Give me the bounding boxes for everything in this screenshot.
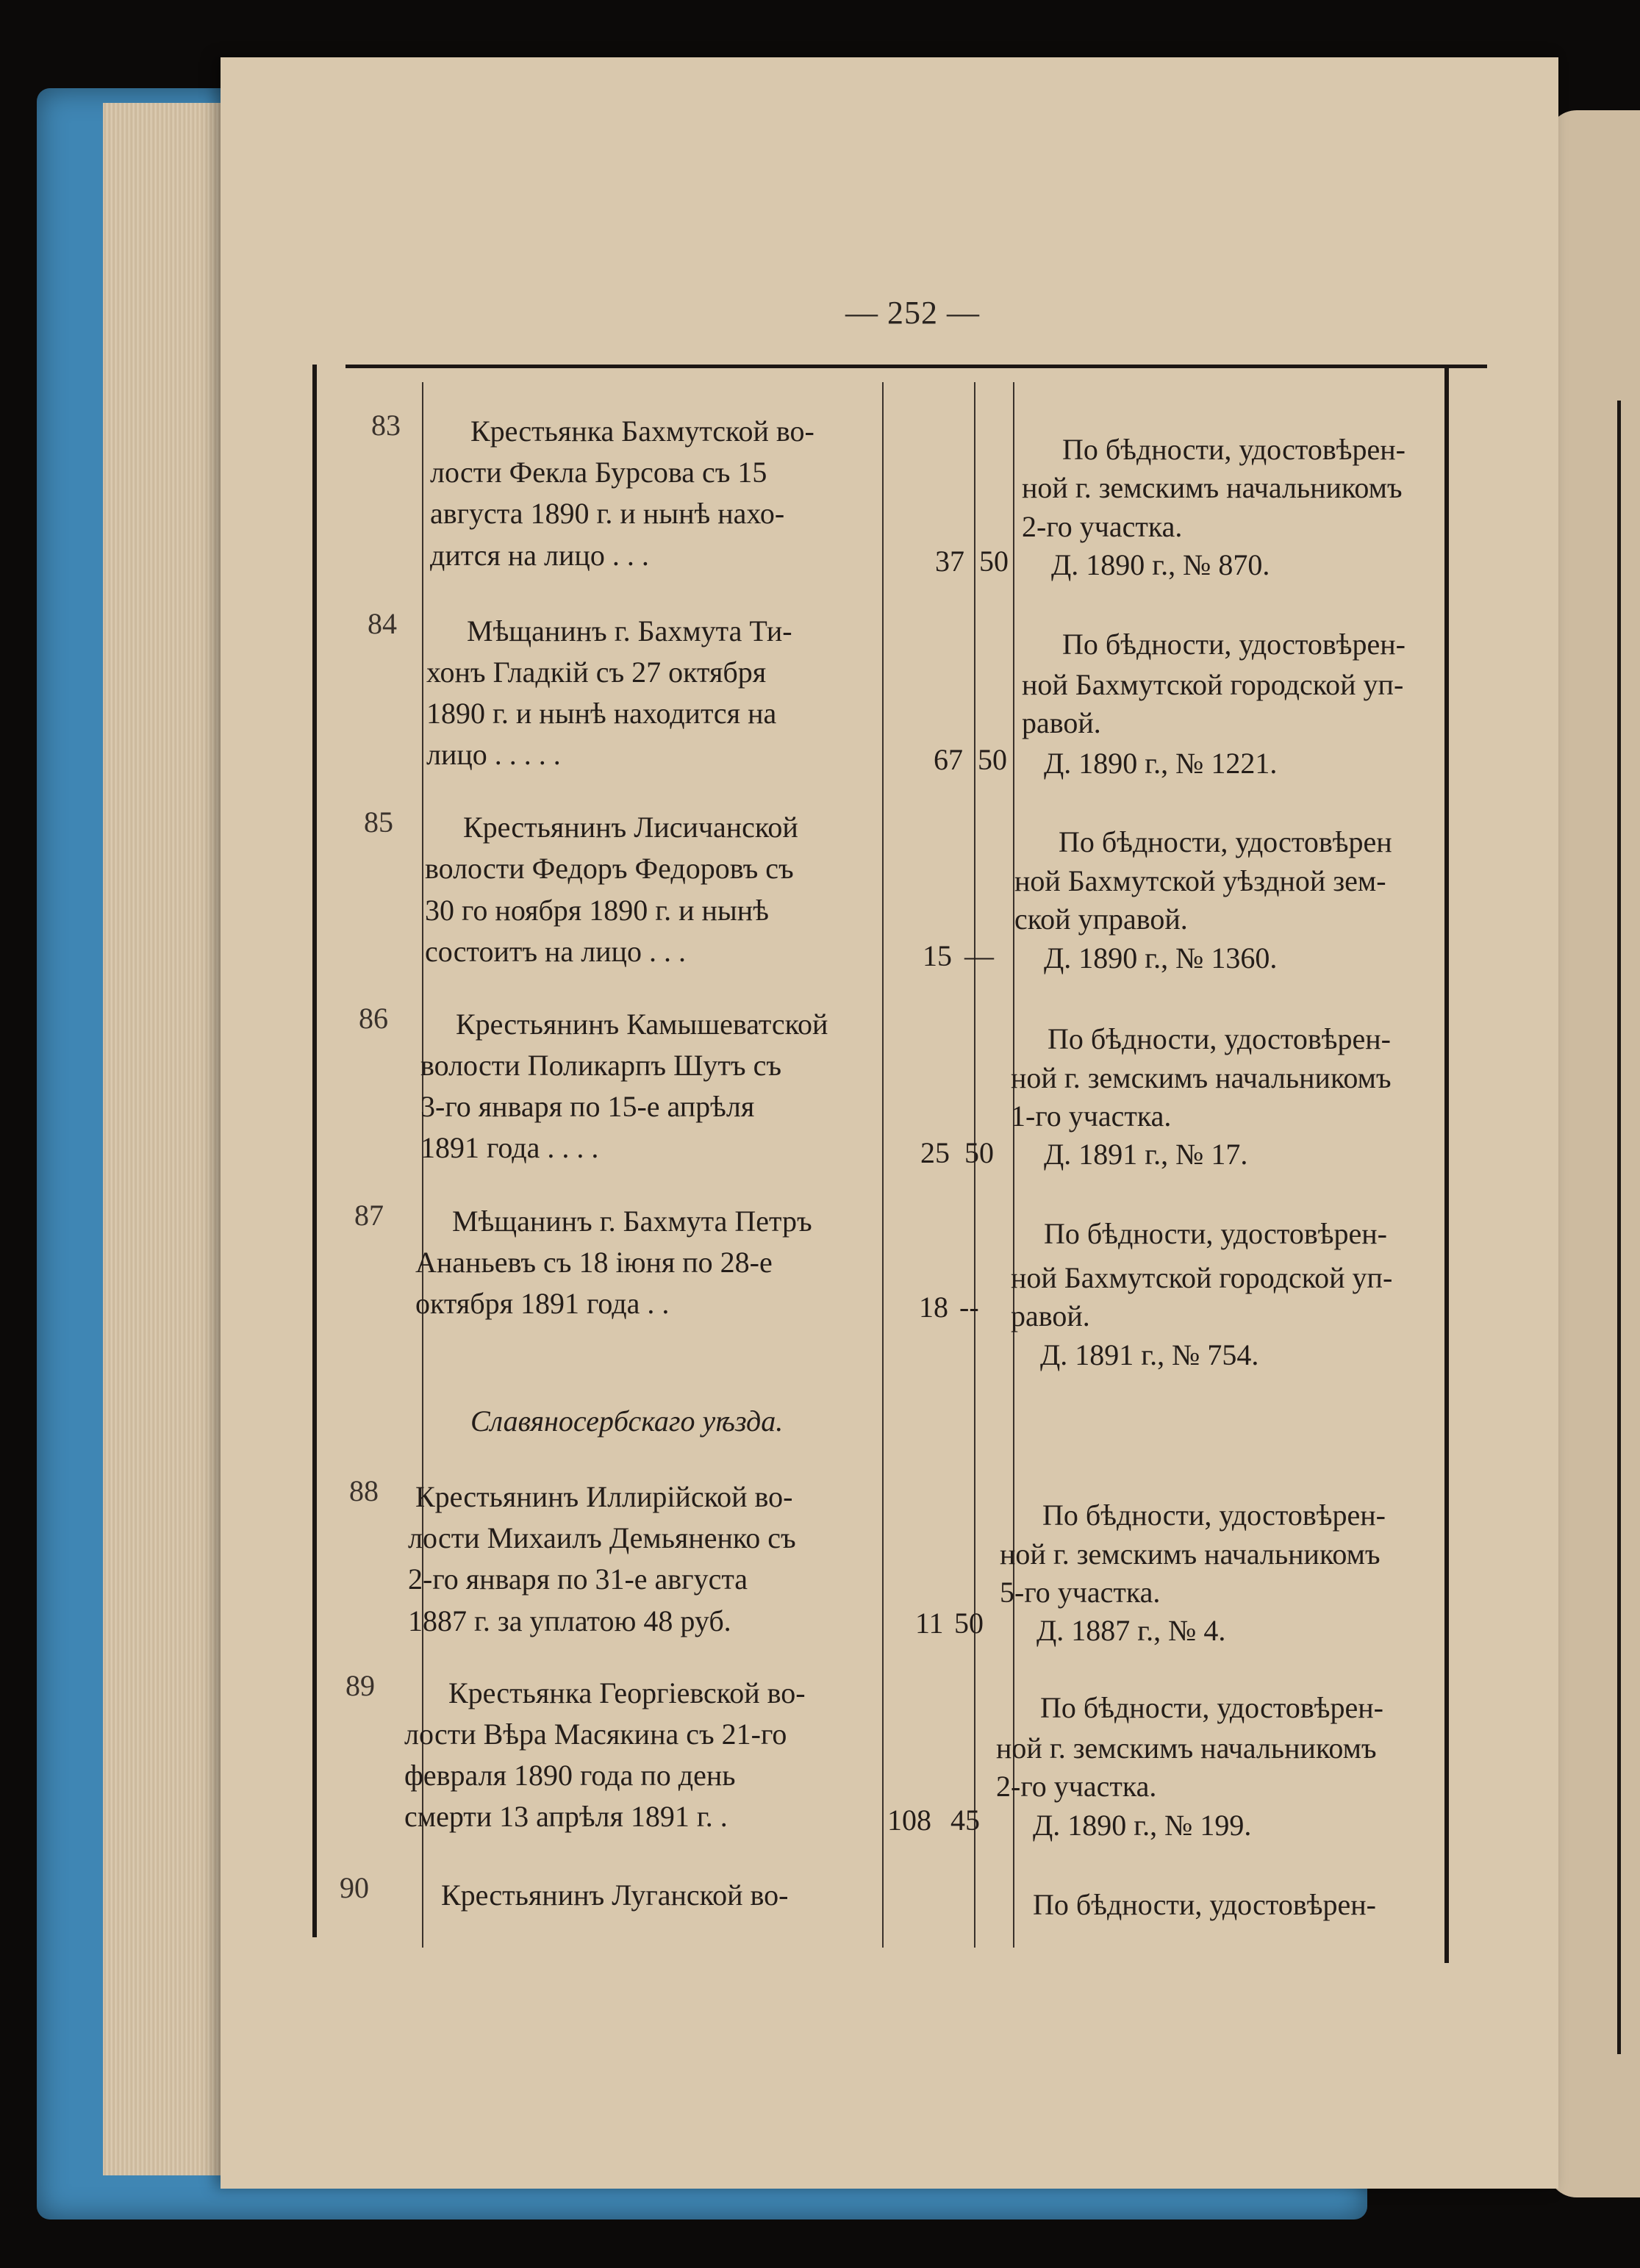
- entry-description-line: Крестьянка Бахмутской во-: [470, 415, 814, 448]
- amount-rubles: 67: [934, 743, 963, 776]
- entry-description-line: 2-го января по 31-е августа: [408, 1562, 748, 1596]
- basis-line: ной г. земскимъ начальникомъ: [996, 1731, 1377, 1765]
- basis-line: По бѣдности, удостовѣрен-: [1062, 628, 1406, 661]
- entry-number: 87: [354, 1199, 384, 1232]
- entry-description-line: октября 1891 года . .: [415, 1287, 670, 1320]
- entry-description-line: состоитъ на лицо . . .: [425, 935, 686, 968]
- basis-line: Д. 1887 г., № 4.: [1036, 1614, 1226, 1647]
- table-top-rule: [345, 365, 1487, 368]
- amount-rubles: 11: [915, 1607, 944, 1640]
- basis-line: равой.: [1022, 706, 1101, 739]
- amount-kopecks: 45: [950, 1804, 980, 1837]
- entry-description-line: Ананьевъ съ 18 іюня по 28-е: [415, 1246, 773, 1279]
- entry-number: 89: [345, 1669, 375, 1702]
- entry-description-line: волости Поликарпъ Шутъ съ: [420, 1049, 782, 1082]
- entry-number: 84: [368, 607, 397, 640]
- basis-line: ской управой.: [1014, 902, 1188, 936]
- amount-rubles: 108: [887, 1804, 931, 1837]
- basis-line: По бѣдности, удостовѣрен-: [1040, 1691, 1383, 1724]
- entry-description-line: лости Фекла Бурсова съ 15: [430, 456, 767, 489]
- entry-description-line: лости Михаилъ Демьяненко съ: [408, 1521, 796, 1554]
- entry-description-line: февраля 1890 года по день: [404, 1759, 736, 1792]
- entry-description-line: дится на лицо . . .: [430, 539, 649, 572]
- basis-line: 2-го участка.: [1022, 510, 1183, 543]
- basis-line: Д. 1891 г., № 754.: [1040, 1338, 1259, 1371]
- entry-description-line: смерти 13 апрѣля 1891 г. .: [404, 1800, 728, 1833]
- basis-line: 1-го участка.: [1011, 1099, 1172, 1133]
- table-right-rule: [1444, 365, 1449, 1963]
- basis-line: По бѣдности, удостовѣрен-: [1042, 1499, 1386, 1532]
- amount-kopecks: --: [959, 1291, 979, 1324]
- facing-page-rule: [1617, 401, 1621, 2054]
- entry-description-line: 30 го ноября 1890 г. и нынѣ: [425, 894, 769, 927]
- entry-description-line: 1891 года . . . .: [420, 1131, 599, 1164]
- entry-description-line: Мѣщанинъ г. Бахмута Ти-: [467, 614, 792, 647]
- basis-line: Д. 1890 г., № 1360.: [1044, 941, 1278, 975]
- entry-description-line: Крестьянка Георгіевской во-: [448, 1676, 806, 1709]
- entry-description-line: 3-го января по 15-е апрѣля: [420, 1090, 755, 1123]
- amount-kopecks: —: [964, 939, 994, 972]
- basis-line: ной г. земскимъ начальникомъ: [1011, 1061, 1392, 1094]
- entry-description-line: Крестьянинъ Луганской во-: [441, 1878, 789, 1912]
- basis-line: По бѣдности, удостовѣрен-: [1062, 433, 1406, 466]
- table-left-rule: [312, 365, 317, 1937]
- entry-number: 90: [340, 1871, 369, 1904]
- entry-description-line: лицо . . . . .: [426, 738, 561, 771]
- basis-line: Д. 1890 г., № 1221.: [1044, 747, 1278, 780]
- basis-line: Д. 1891 г., № 17.: [1044, 1138, 1248, 1171]
- entry-description-line: 1887 г. за уплатою 48 руб.: [408, 1604, 731, 1637]
- basis-line: ной г. земскимъ начальникомъ: [1022, 471, 1403, 504]
- entry-number: 88: [349, 1474, 379, 1507]
- amount-rubles: 18: [919, 1291, 948, 1324]
- entry-description-line: волости Федоръ Федоровъ съ: [425, 852, 794, 885]
- entry-number: 86: [359, 1002, 388, 1035]
- entry-description-line: хонъ Гладкій съ 27 октября: [426, 656, 767, 689]
- basis-line: По бѣдности, удостовѣрен-: [1048, 1022, 1391, 1055]
- entry-description-line: 1890 г. и нынѣ находится на: [426, 697, 777, 730]
- basis-line: По бѣдности, удостовѣрен-: [1044, 1217, 1387, 1250]
- basis-line: ной г. земскимъ начальникомъ: [1000, 1537, 1381, 1571]
- column-divider-kopecks: [1013, 382, 1014, 1948]
- page-number: — 252 —: [845, 295, 980, 331]
- entry-description-line: Мѣщанинъ г. Бахмута Петръ: [452, 1205, 812, 1238]
- entry-description-line: лости Вѣра Масякина съ 21-го: [404, 1718, 787, 1751]
- amount-kopecks: 50: [979, 545, 1009, 578]
- basis-line: ной Бахмутской уѣздной зем-: [1014, 864, 1386, 897]
- section-heading: Славяносербскаго уѣзда.: [470, 1404, 784, 1438]
- basis-line: 2-го участка.: [996, 1770, 1157, 1803]
- entry-description-line: Крестьянинъ Лисичанской: [463, 811, 798, 844]
- amount-kopecks: 50: [978, 743, 1007, 776]
- basis-line: По бѣдности, удостовѣрен-: [1033, 1888, 1376, 1921]
- entry-number: 83: [371, 409, 401, 442]
- basis-line: 5-го участка.: [1000, 1576, 1161, 1609]
- basis-line: ной Бахмутской городской уп-: [1011, 1261, 1393, 1294]
- entry-description-line: Крестьянинъ Иллирійской во-: [415, 1480, 793, 1513]
- basis-line: Д. 1890 г., № 870.: [1051, 548, 1270, 581]
- basis-line: Д. 1890 г., № 199.: [1033, 1809, 1252, 1842]
- amount-rubles: 15: [923, 939, 952, 972]
- amount-rubles: 25: [920, 1136, 950, 1169]
- basis-line: ной Бахмутской городской уп-: [1022, 668, 1404, 701]
- entry-description-line: августа 1890 г. и нынѣ нахо-: [430, 497, 785, 530]
- amount-kopecks: 50: [954, 1607, 984, 1640]
- amount-kopecks: 50: [964, 1136, 994, 1169]
- basis-line: По бѣдности, удостовѣрен: [1059, 825, 1392, 858]
- column-divider-description: [882, 382, 884, 1948]
- amount-rubles: 37: [935, 545, 964, 578]
- basis-line: равой.: [1011, 1299, 1090, 1332]
- facing-page: [1547, 110, 1640, 2197]
- entry-description-line: Крестьянинъ Камышеватской: [456, 1008, 828, 1041]
- entry-number: 85: [364, 805, 393, 839]
